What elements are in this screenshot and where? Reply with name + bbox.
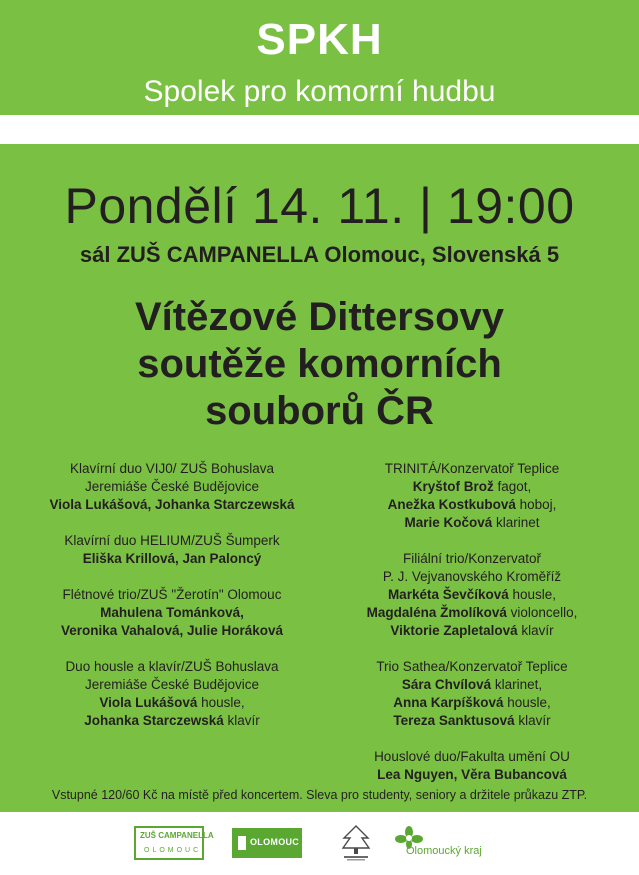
instrument-label: klavír: [223, 713, 260, 728]
ensemble-block: [22, 532, 322, 568]
performer-name: Viola Lukášová: [99, 695, 198, 710]
ensemble-line: [322, 676, 622, 694]
event-datetime: Pondělí 14. 11. | 19:00: [64, 178, 575, 234]
ensemble-line: Houslové duo/Fakulta umění OU: [374, 749, 570, 764]
ensemble-line: Filiální trio/Konzervatoř: [402, 551, 542, 566]
ensemble-block: [22, 658, 322, 730]
main-panel: [0, 144, 639, 812]
olomouc-mark-icon: [238, 836, 246, 850]
ensemble-line: TRINITÁ/Konzervatoř Teplice: [384, 461, 560, 476]
ensemble-line: Lea Nguyen, Věra Bubancová: [377, 767, 567, 782]
ensemble-line: [322, 496, 622, 514]
brand-title: SPKH: [256, 15, 383, 64]
performer-name: Magdaléna Žmolíková: [366, 605, 507, 620]
olomoucky-kraj-logo: [394, 826, 504, 860]
ensemble-line: Duo housle a klavír/ZUŠ Bohuslava: [65, 659, 279, 674]
ensemble-line: [322, 478, 622, 496]
performer-name: Johanka Starczewská: [84, 713, 224, 728]
performer-name: Viktorie Zapletalová: [390, 623, 518, 638]
performer-name: Marie Kočová: [404, 515, 493, 530]
ensemble-block: [22, 460, 322, 514]
ensemble-line: [322, 622, 622, 640]
ensemble-line: Klavírní duo HELIUM/ZUŠ Šumperk: [64, 533, 280, 548]
event-venue: sál ZUŠ CAMPANELLA Olomouc, Slovenská 5: [79, 242, 560, 267]
performer-name: Kryštof Brož: [412, 479, 494, 494]
performer-name: Anna Karpíšková: [393, 695, 504, 710]
event-title-line: Vítězové Dittersovy: [134, 295, 505, 339]
zus-campanella-logo: [134, 826, 214, 860]
instrument-label: klavír: [514, 713, 551, 728]
ensemble-line: [322, 604, 622, 622]
ensemble-line: [322, 694, 622, 712]
instrument-label: klarinet: [492, 515, 540, 530]
performer-name: Tereza Sanktusová: [393, 713, 515, 728]
ensemble-line: [322, 586, 622, 604]
ensemble-line: Veronika Vahalová, Julie Horáková: [60, 623, 284, 638]
ensemble-line: [322, 712, 622, 730]
instrument-label: fagot,: [493, 479, 532, 494]
admission-note: Vstupné 120/60 Kč na místě před koncertem. Sleva pro studenty, seniory a držitele průkazu ZTP.: [51, 788, 588, 802]
tree-emblem-logo: [340, 824, 372, 862]
instrument-label: housle,: [508, 587, 557, 602]
kraj-logo-text: Olomoucký kraj: [406, 845, 482, 857]
ensemble-block: [322, 658, 622, 730]
brand-subtitle: Spolek pro komorní hudbu: [143, 75, 496, 108]
ensemble-block: [322, 460, 622, 532]
instrument-label: housle,: [197, 695, 245, 710]
ensemble-line: Viola Lukášová, Johanka Starczewská: [49, 497, 295, 512]
ensemble-line: [22, 694, 322, 712]
ensemble-line: Mahulena Tománková,: [100, 605, 244, 620]
ensemble-line: Klavírní duo VIJ0/ ZUŠ Bohuslava: [69, 461, 275, 476]
tree-icon: [340, 824, 372, 862]
instrument-label: violoncello,: [506, 605, 578, 620]
event-title-line: souborů ČR: [205, 389, 434, 433]
instrument-label: hoboj,: [515, 497, 557, 512]
ensemble-line: [22, 712, 322, 730]
ensemble-block: [322, 748, 622, 784]
ensembles-left-column: [22, 460, 322, 748]
zus-logo-name: ZUŠ CAMPANELLA: [140, 831, 214, 840]
ensemble-line: P. J. Vejvanovského Kroměříž: [382, 569, 562, 584]
ensembles-right-column: [322, 460, 622, 802]
olomouc-logo-text: OLOMOUC: [250, 837, 300, 847]
ensemble-line: Jeremiáše České Budějovice: [84, 677, 260, 692]
ensemble-line: Jeremiáše České Budějovice: [84, 479, 260, 494]
event-title-line: soutěže komorních: [137, 342, 502, 386]
ensemble-block: [22, 586, 322, 640]
performer-name: Anežka Kostkubová: [387, 497, 516, 512]
instrument-label: klavír: [517, 623, 554, 638]
event-title: [40, 294, 599, 435]
performer-name: Sára Chvílová: [401, 677, 492, 692]
olomouc-city-logo: [232, 828, 302, 858]
zus-logo-city: OLOMOUC: [144, 847, 202, 854]
instrument-label: klarinet,: [491, 677, 543, 692]
ensemble-line: Eliška Krillová, Jan Paloncý: [82, 551, 262, 566]
sponsor-logos: [0, 812, 639, 875]
ensemble-line: [322, 514, 622, 532]
ensemble-block: [322, 550, 622, 640]
instrument-label: housle,: [503, 695, 551, 710]
performer-name: Markéta Ševčíková: [387, 587, 509, 602]
header-banner: [0, 0, 639, 115]
ensemble-line: Flétnové trio/ZUŠ "Žerotín" Olomouc: [62, 587, 282, 602]
ensemble-line: Trio Sathea/Konzervatoř Teplice: [376, 659, 568, 674]
